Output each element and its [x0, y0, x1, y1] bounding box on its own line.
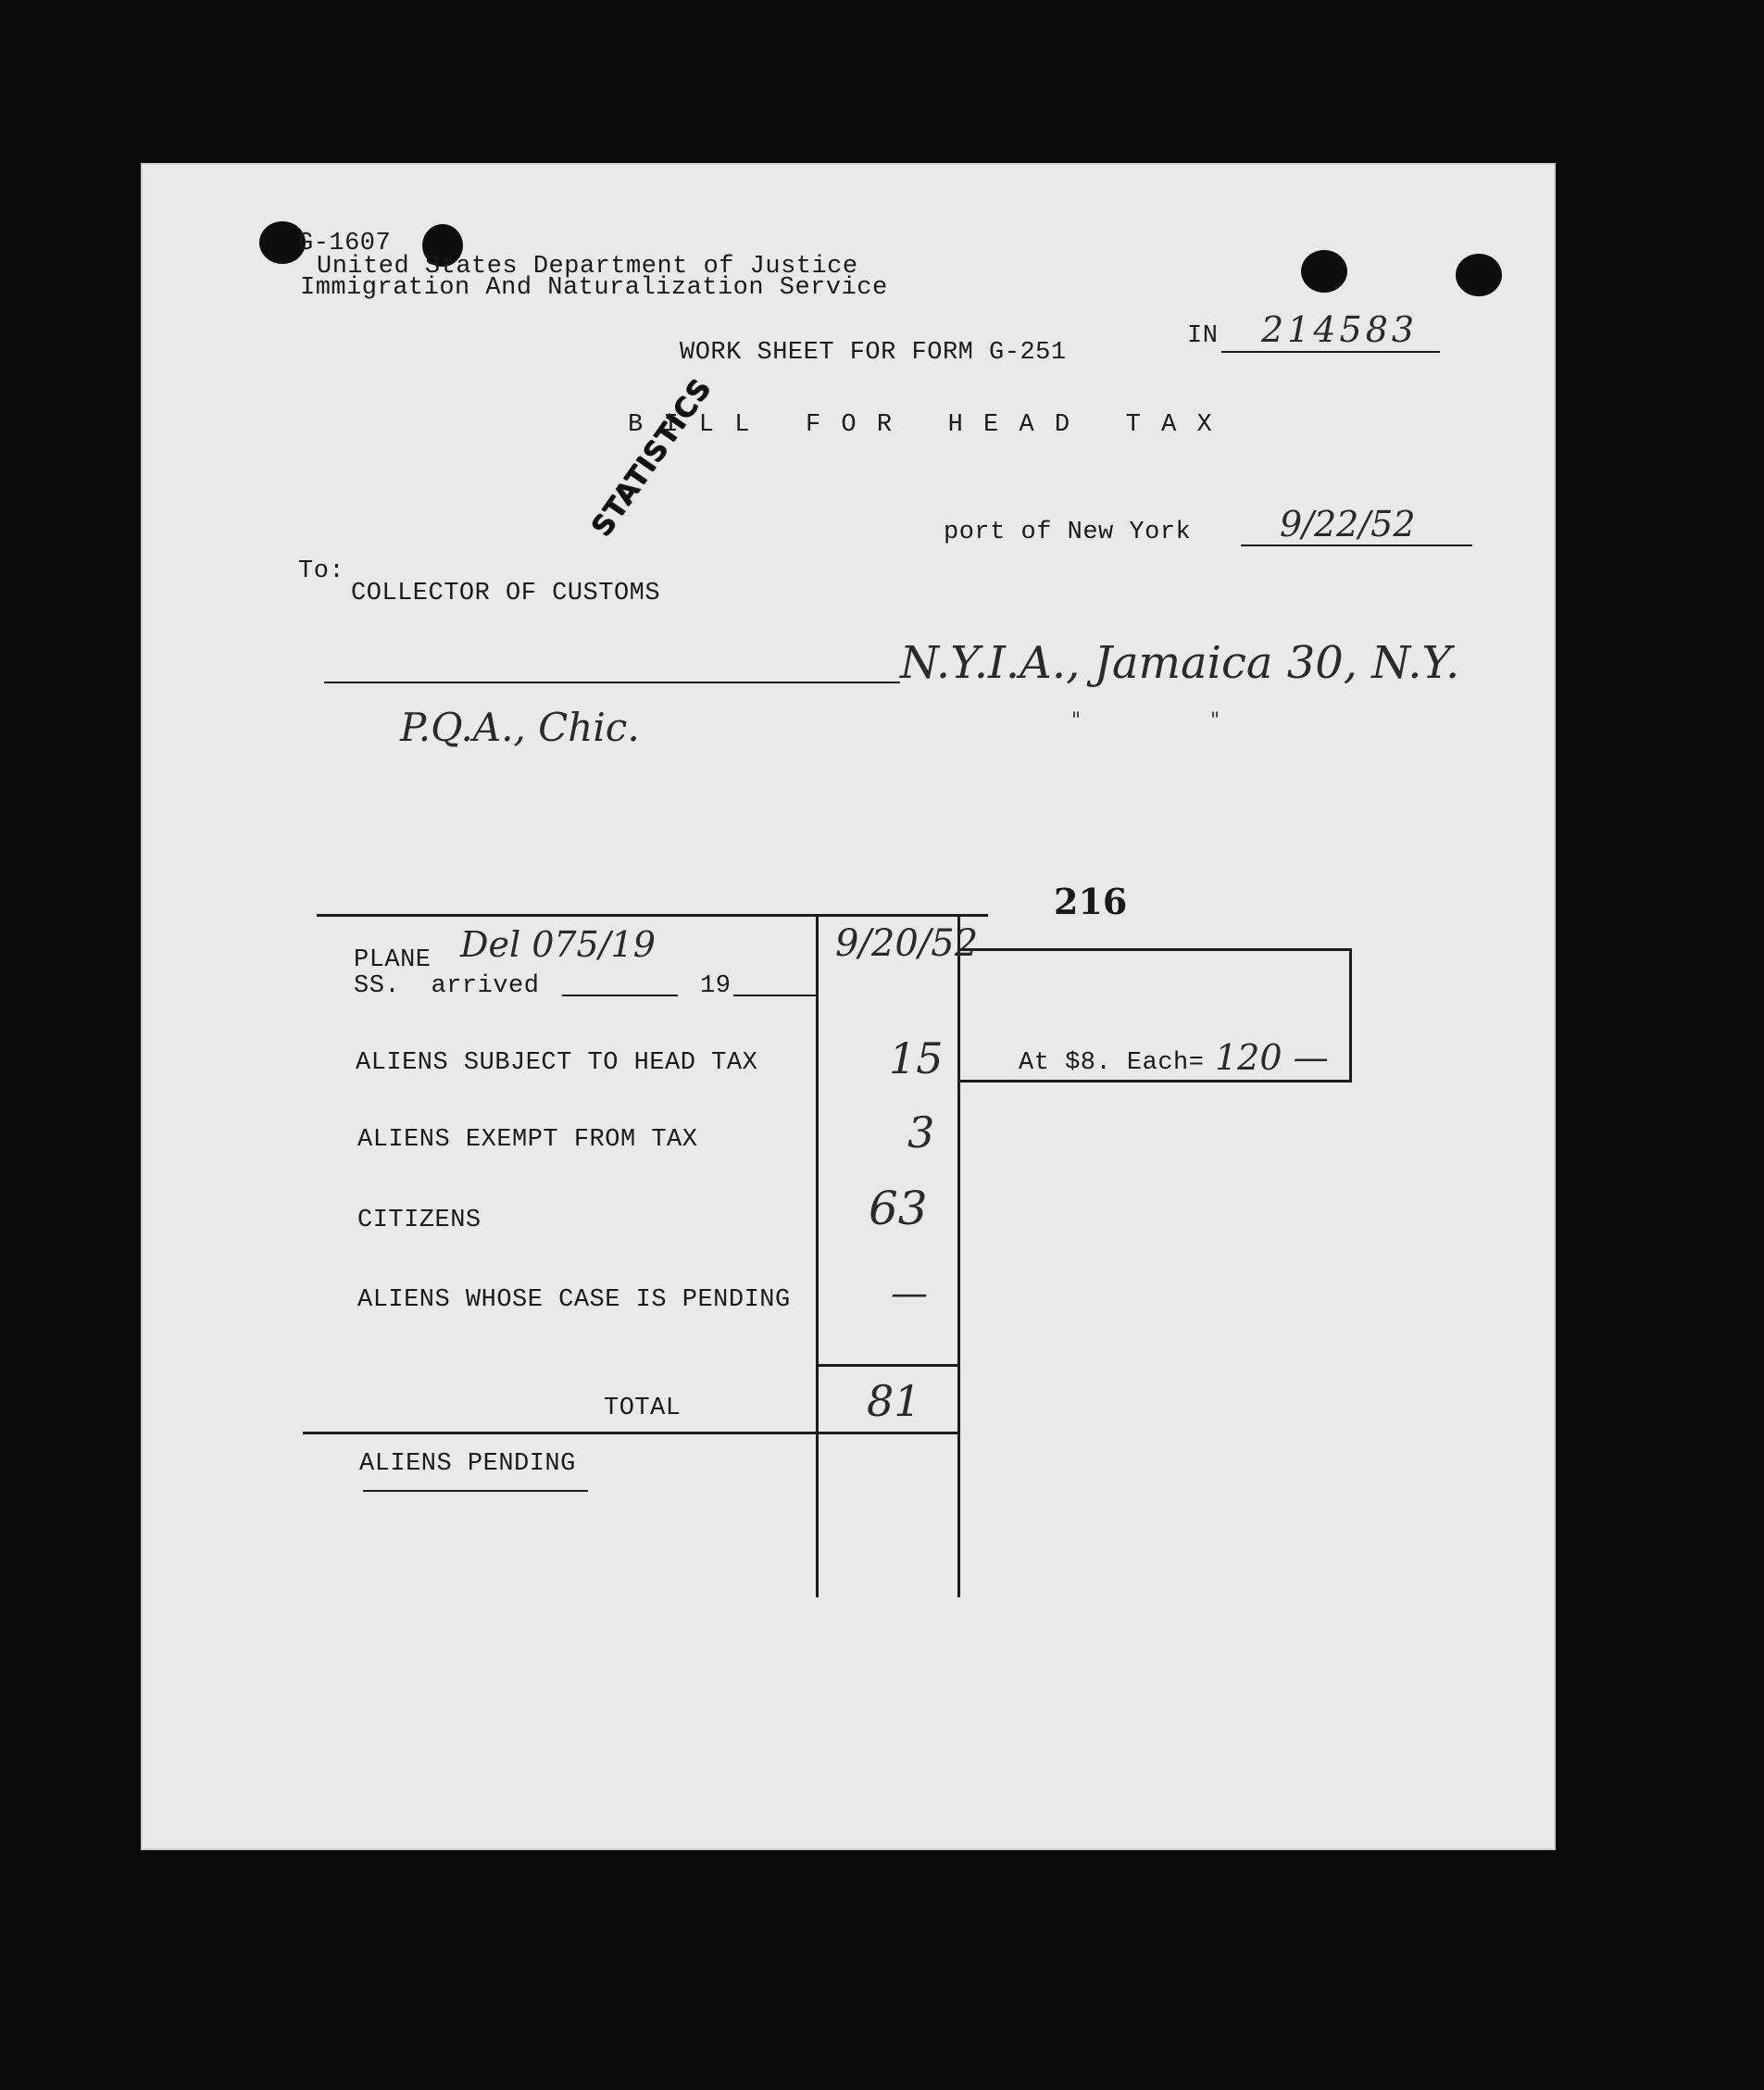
table-top-rule: [317, 914, 988, 917]
arrival-date: 9/20/52: [835, 922, 979, 965]
total-row-rule: [816, 1364, 960, 1367]
handwritten-second-line: P.Q.A., Chic.: [400, 705, 640, 750]
in-number: 214583: [1261, 309, 1419, 350]
row-value-subject: 15: [889, 1033, 944, 1083]
rate-box-right: [1349, 948, 1352, 1083]
plane-flight: Del 075/19: [460, 924, 656, 965]
table-column-divider-right: [957, 914, 960, 1597]
bill-title: B I L L F O R H E A D T A X: [628, 411, 1215, 439]
row-label-subject: ALIENS SUBJECT TO HEAD TAX: [356, 1049, 758, 1077]
total-value: 81: [867, 1376, 921, 1426]
aliens-pending-underline: [363, 1490, 588, 1492]
table-bottom-rule: [303, 1432, 960, 1434]
work-sheet-title: WORK SHEET FOR FORM G-251: [680, 339, 1067, 367]
handwritten-ditto: " ": [1071, 709, 1220, 732]
plane-label: PLANE: [354, 946, 432, 974]
row-value-citizens: 63: [869, 1182, 928, 1235]
punch-hole-right-2: [1456, 254, 1502, 296]
row-value-exempt: 3: [907, 1108, 935, 1158]
department-line: United States Department of Justice: [317, 253, 858, 281]
in-number-underline: [1221, 351, 1440, 353]
port-label: port of New York: [944, 519, 1192, 546]
count-216: 216: [1054, 881, 1128, 922]
rate-box-top: [957, 948, 1220, 951]
punch-hole-right-1: [1301, 250, 1347, 293]
rate-box-bottom: [957, 1080, 1352, 1083]
rate-total: 120 —: [1215, 1037, 1329, 1078]
handwritten-location: N.Y.I.A., Jamaica 30, N.Y.: [900, 637, 1460, 689]
arrived-blank: [562, 995, 678, 996]
document-page: [141, 163, 1556, 1850]
in-label: IN: [1187, 322, 1219, 350]
row-value-pending: —: [891, 1272, 928, 1315]
rate-text: At $8. Each=: [1019, 1049, 1205, 1077]
address-line: [324, 682, 900, 683]
port-date-underline: [1241, 544, 1472, 546]
service-line: Immigration And Naturalization Service: [300, 274, 888, 302]
year-label: 19: [700, 972, 732, 1000]
row-label-citizens: CITIZENS: [357, 1207, 482, 1234]
row-label-pending: ALIENS WHOSE CASE IS PENDING: [357, 1286, 791, 1314]
collector-of-customs: COLLECTOR OF CUSTOMS: [351, 580, 661, 607]
table-column-divider-left: [816, 914, 819, 1597]
year-blank: [733, 995, 817, 996]
statistics-stamp: STATISTICS: [585, 372, 719, 544]
rate-box-top-ext: [1215, 948, 1352, 951]
to-label: To:: [298, 557, 345, 585]
row-label-exempt: ALIENS EXEMPT FROM TAX: [357, 1126, 698, 1154]
total-label: TOTAL: [604, 1395, 682, 1422]
form-number: G-1607: [298, 230, 392, 257]
ss-arrived-label: SS. arrived: [354, 972, 540, 1000]
aliens-pending-label: ALIENS PENDING: [359, 1450, 576, 1478]
port-date: 9/22/52: [1280, 504, 1416, 544]
